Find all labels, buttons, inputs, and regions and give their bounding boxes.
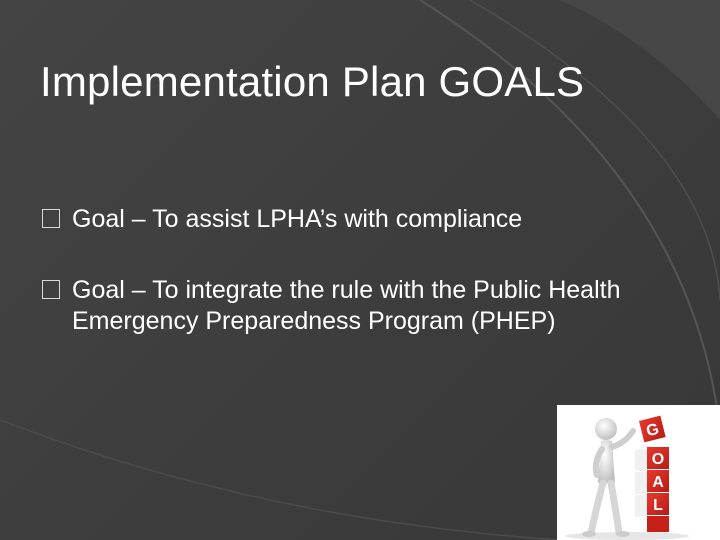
stick-figure-with-goal-blocks-illustration [557,405,720,540]
bullet-item [40,275,660,337]
bullet-text: Goal – To assist LPHA’s with compliance [72,205,523,233]
bullet-text: Goal – To integrate the rule with the Public Health Emergency Preparedness Program (PHEP) [72,276,621,335]
stick-figure [582,418,633,537]
hollow-square-icon [42,280,60,299]
bullet-item [40,204,660,235]
block-letter: A [652,474,664,491]
slide-title: Implementation Plan GOALS [40,58,585,105]
bullet-list [40,204,660,377]
block-stack [635,447,669,532]
hollow-square-icon [42,209,60,228]
goal-blocks-image [557,405,720,540]
block-letter: L [653,497,663,514]
block-letter: O [651,451,665,468]
block-letter: G [644,420,661,441]
